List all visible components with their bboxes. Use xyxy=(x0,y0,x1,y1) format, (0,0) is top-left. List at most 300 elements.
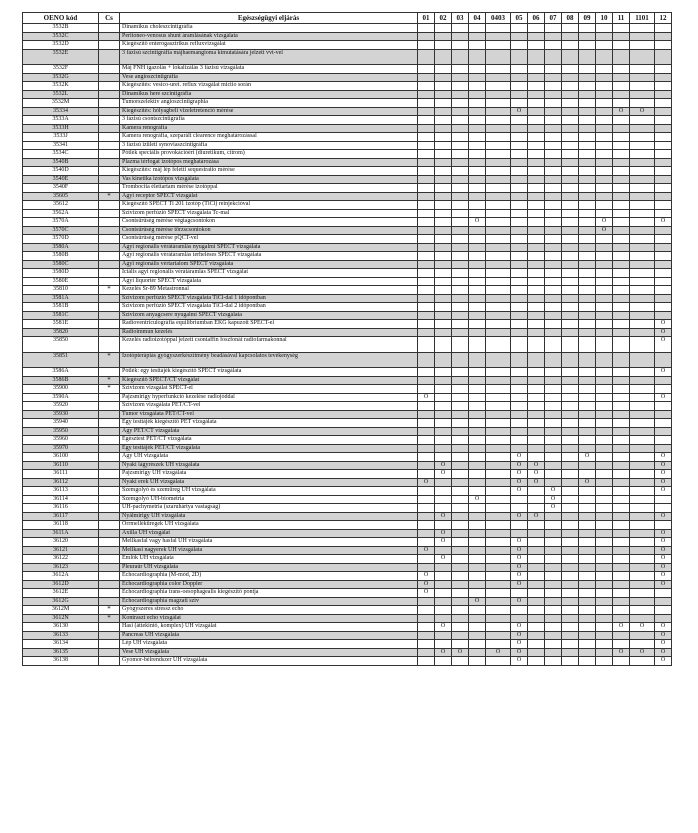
oeno-code-cell: 3590A xyxy=(23,393,99,402)
table-row xyxy=(23,124,672,133)
mark-cell xyxy=(613,352,630,368)
mark-cell xyxy=(435,218,452,227)
mark-cell xyxy=(655,419,672,428)
mark-cell xyxy=(469,49,486,65)
procedure-name-cell: Nyaki erek UH vizsgálata xyxy=(120,478,418,487)
mark-cell xyxy=(596,90,613,99)
mark-cell-circle: O xyxy=(511,546,528,555)
mark-cell xyxy=(579,623,596,632)
mark-cell-circle: O xyxy=(655,546,672,555)
mark-cell xyxy=(630,260,655,269)
mark-cell xyxy=(511,303,528,312)
oeno-code-cell: 35605 xyxy=(23,192,99,201)
mark-cell xyxy=(435,311,452,320)
mark-cell xyxy=(452,538,469,547)
mark-cell xyxy=(486,419,511,428)
cs-flag-cell xyxy=(99,563,120,572)
procedure-name-cell: Radioimmun kezelés xyxy=(120,328,418,337)
mark-cell xyxy=(435,436,452,445)
mark-cell xyxy=(528,529,545,538)
mark-cell xyxy=(528,286,545,295)
mark-cell xyxy=(613,580,630,589)
mark-cell xyxy=(613,209,630,218)
mark-cell xyxy=(452,49,469,65)
mark-cell xyxy=(486,49,511,65)
table-row xyxy=(23,82,672,91)
mark-cell xyxy=(469,269,486,278)
oeno-code-cell: 36135 xyxy=(23,648,99,657)
mark-cell xyxy=(613,99,630,108)
procedure-name-cell: Kiegészítés: máj lép feletti sequestratio mérése xyxy=(120,167,418,176)
mark-cell xyxy=(655,24,672,33)
mark-cell-circle: O xyxy=(435,538,452,547)
mark-cell xyxy=(630,478,655,487)
cs-flag-cell xyxy=(99,49,120,65)
mark-cell xyxy=(469,563,486,572)
mark-cell xyxy=(613,303,630,312)
mark-cell xyxy=(613,461,630,470)
mark-cell xyxy=(418,294,435,303)
mark-cell xyxy=(418,32,435,41)
oeno-code-cell: 3586B xyxy=(23,376,99,385)
mark-cell-circle: O xyxy=(435,461,452,470)
mark-cell xyxy=(435,141,452,150)
mark-cell xyxy=(630,419,655,428)
mark-cell xyxy=(435,243,452,252)
mark-cell xyxy=(596,580,613,589)
cs-flag-cell xyxy=(99,24,120,33)
mark-cell xyxy=(418,141,435,150)
oeno-code-cell: 3612M xyxy=(23,606,99,615)
mark-cell xyxy=(511,150,528,159)
mark-cell xyxy=(528,65,545,74)
mark-cell xyxy=(452,453,469,462)
mark-cell-circle: O xyxy=(655,631,672,640)
mark-cell xyxy=(511,49,528,65)
mark-cell xyxy=(486,133,511,142)
mark-cell xyxy=(613,589,630,598)
mark-cell xyxy=(435,49,452,65)
mark-cell xyxy=(655,82,672,91)
mark-cell xyxy=(630,580,655,589)
mark-cell xyxy=(630,606,655,615)
mark-cell xyxy=(596,352,613,368)
mark-cell xyxy=(596,32,613,41)
oeno-code-cell: 3532M xyxy=(23,99,99,108)
mark-cell xyxy=(613,65,630,74)
mark-cell xyxy=(630,24,655,33)
mark-cell xyxy=(562,201,579,210)
mark-cell xyxy=(655,192,672,201)
procedure-name-cell: Echocardiographia trans-oesophagealis kiegészítő pontja xyxy=(120,589,418,598)
mark-cell xyxy=(613,606,630,615)
mark-cell xyxy=(545,158,562,167)
mark-cell xyxy=(596,504,613,513)
mark-cell xyxy=(545,141,562,150)
mark-cell-circle: O xyxy=(486,648,511,657)
mark-cell xyxy=(418,218,435,227)
procedure-name-cell: Máj FNH igazolás + lokalizálás 3 fázisú vizsgálata xyxy=(120,65,418,74)
mark-cell xyxy=(613,419,630,428)
mark-cell xyxy=(613,512,630,521)
mark-cell xyxy=(486,311,511,320)
mark-cell xyxy=(545,49,562,65)
mark-cell xyxy=(528,368,545,377)
mark-cell xyxy=(579,107,596,116)
mark-cell xyxy=(579,546,596,555)
mark-cell xyxy=(613,393,630,402)
oeno-code-cell: 3570D xyxy=(23,235,99,244)
mark-cell xyxy=(562,235,579,244)
mark-cell xyxy=(545,116,562,125)
procedure-name-cell: Pótlék: egy testtájék kiegészítő SPECT vizsgálata xyxy=(120,368,418,377)
procedure-name-cell: Agy UH vizsgálata xyxy=(120,453,418,462)
mark-cell xyxy=(579,184,596,193)
mark-cell xyxy=(511,521,528,530)
mark-cell xyxy=(562,521,579,530)
cs-flag-cell: * xyxy=(99,192,120,201)
procedure-name-cell: Mellkasi nagyerek UH vizsgálata xyxy=(120,546,418,555)
mark-cell xyxy=(562,427,579,436)
mark-cell xyxy=(613,402,630,411)
mark-cell xyxy=(452,133,469,142)
mark-cell xyxy=(418,648,435,657)
mark-cell xyxy=(596,546,613,555)
mark-cell xyxy=(562,402,579,411)
mark-cell xyxy=(452,41,469,50)
mark-cell xyxy=(528,538,545,547)
oeno-code-cell: 36110 xyxy=(23,461,99,470)
mark-cell xyxy=(545,606,562,615)
mark-cell xyxy=(435,376,452,385)
mark-cell xyxy=(579,521,596,530)
mark-cell xyxy=(579,368,596,377)
mark-cell xyxy=(469,521,486,530)
mark-cell xyxy=(562,444,579,453)
mark-cell xyxy=(562,192,579,201)
procedure-name-cell: Agyi receptor SPECT vizsgálat xyxy=(120,192,418,201)
cs-flag-cell xyxy=(99,538,120,547)
mark-cell xyxy=(511,294,528,303)
mark-cell xyxy=(511,99,528,108)
mark-cell xyxy=(418,555,435,564)
table-row xyxy=(23,286,672,295)
mark-cell-circle: O xyxy=(655,320,672,329)
mark-cell xyxy=(469,337,486,353)
mark-cell xyxy=(579,648,596,657)
mark-cell-circle: O xyxy=(579,478,596,487)
mark-cell xyxy=(562,218,579,227)
mark-cell xyxy=(562,529,579,538)
mark-cell xyxy=(486,495,511,504)
table-row xyxy=(23,410,672,419)
table-row xyxy=(23,614,672,623)
mark-cell xyxy=(435,73,452,82)
mark-cell xyxy=(511,167,528,176)
mark-cell xyxy=(452,572,469,581)
mark-cell xyxy=(486,116,511,125)
table-row xyxy=(23,116,672,125)
oeno-code-cell: 3570A xyxy=(23,218,99,227)
cs-flag-cell xyxy=(99,158,120,167)
mark-cell xyxy=(452,444,469,453)
mark-cell xyxy=(511,337,528,353)
mark-cell xyxy=(511,141,528,150)
mark-cell xyxy=(528,209,545,218)
mark-cell xyxy=(579,597,596,606)
mark-cell xyxy=(469,368,486,377)
mark-cell xyxy=(579,657,596,666)
procedure-name-cell: Vese UH vizsgálata xyxy=(120,648,418,657)
cs-flag-cell xyxy=(99,402,120,411)
table-row xyxy=(23,311,672,320)
mark-cell xyxy=(452,427,469,436)
mark-cell xyxy=(418,73,435,82)
oeno-code-cell: 3612A xyxy=(23,572,99,581)
table-row xyxy=(23,580,672,589)
mark-cell xyxy=(486,82,511,91)
mark-cell xyxy=(511,252,528,261)
mark-cell xyxy=(418,410,435,419)
mark-cell xyxy=(613,555,630,564)
oeno-code-cell: 36116 xyxy=(23,504,99,513)
mark-cell xyxy=(655,158,672,167)
mark-cell xyxy=(579,99,596,108)
procedure-name-cell: Kezelés radioizotóppal jelzett csontaffin foszfonát radiofarmakonnal xyxy=(120,337,418,353)
mark-cell xyxy=(630,243,655,252)
mark-cell xyxy=(418,209,435,218)
mark-cell xyxy=(630,393,655,402)
mark-cell-circle: O xyxy=(511,648,528,657)
mark-cell xyxy=(435,419,452,428)
table-row xyxy=(23,201,672,210)
oeno-code-cell: 3540E xyxy=(23,175,99,184)
procedure-name-cell: Orrmelléküregek UH vizsgálata xyxy=(120,521,418,530)
column-header-05: 05 xyxy=(511,13,528,24)
mark-cell xyxy=(630,436,655,445)
mark-cell xyxy=(613,337,630,353)
mark-cell xyxy=(613,73,630,82)
oeno-code-cell: 3611A xyxy=(23,529,99,538)
mark-cell xyxy=(418,184,435,193)
table-row xyxy=(23,512,672,521)
mark-cell xyxy=(469,90,486,99)
mark-cell xyxy=(562,597,579,606)
mark-cell xyxy=(613,427,630,436)
mark-cell xyxy=(579,141,596,150)
mark-cell-circle: O xyxy=(655,453,672,462)
oeno-code-cell: 3532L xyxy=(23,90,99,99)
oeno-code-cell: 3562A xyxy=(23,209,99,218)
cs-flag-cell xyxy=(99,337,120,353)
cs-flag-cell xyxy=(99,419,120,428)
mark-cell xyxy=(469,648,486,657)
mark-cell xyxy=(545,311,562,320)
column-header-02: 02 xyxy=(435,13,452,24)
cs-flag-cell xyxy=(99,277,120,286)
cs-flag-cell xyxy=(99,623,120,632)
mark-cell xyxy=(579,563,596,572)
mark-cell xyxy=(418,226,435,235)
mark-cell xyxy=(452,260,469,269)
procedure-name-cell: Kiegészítés: hólyagbeli vizeletretenció mérése xyxy=(120,107,418,116)
mark-cell xyxy=(596,328,613,337)
mark-cell xyxy=(528,453,545,462)
oeno-code-cell: 3612N xyxy=(23,614,99,623)
mark-cell-circle: O xyxy=(469,495,486,504)
mark-cell xyxy=(452,201,469,210)
mark-cell xyxy=(655,504,672,513)
mark-cell xyxy=(596,436,613,445)
mark-cell xyxy=(545,99,562,108)
mark-cell xyxy=(528,141,545,150)
procedure-name-cell: Lép UH vizsgálata xyxy=(120,640,418,649)
mark-cell xyxy=(435,385,452,394)
oeno-code-cell: 36123 xyxy=(23,563,99,572)
table-row xyxy=(23,90,672,99)
mark-cell xyxy=(613,328,630,337)
mark-cell xyxy=(511,376,528,385)
mark-cell xyxy=(418,277,435,286)
mark-cell xyxy=(630,235,655,244)
mark-cell xyxy=(579,393,596,402)
procedure-name-cell: 3 fázisú izületi synoviaszcintigráfia xyxy=(120,141,418,150)
mark-cell xyxy=(469,436,486,445)
mark-cell xyxy=(418,368,435,377)
mark-cell xyxy=(469,623,486,632)
oeno-code-cell: 35850 xyxy=(23,337,99,353)
mark-cell xyxy=(452,419,469,428)
mark-cell xyxy=(469,303,486,312)
oeno-code-cell: 35970 xyxy=(23,444,99,453)
cs-flag-cell xyxy=(99,555,120,564)
mark-cell xyxy=(596,453,613,462)
mark-cell xyxy=(486,529,511,538)
cs-flag-cell xyxy=(99,32,120,41)
mark-cell xyxy=(511,277,528,286)
mark-cell xyxy=(655,49,672,65)
mark-cell xyxy=(418,614,435,623)
mark-cell xyxy=(469,419,486,428)
mark-cell xyxy=(469,385,486,394)
mark-cell xyxy=(545,376,562,385)
cs-flag-cell xyxy=(99,303,120,312)
mark-cell xyxy=(435,201,452,210)
mark-cell xyxy=(511,73,528,82)
mark-cell xyxy=(469,252,486,261)
mark-cell xyxy=(613,487,630,496)
mark-cell xyxy=(418,235,435,244)
mark-cell xyxy=(435,107,452,116)
mark-cell xyxy=(418,470,435,479)
mark-cell xyxy=(613,269,630,278)
mark-cell xyxy=(655,277,672,286)
mark-cell xyxy=(545,192,562,201)
mark-cell xyxy=(452,436,469,445)
cs-flag-cell xyxy=(99,640,120,649)
cs-flag-cell xyxy=(99,184,120,193)
mark-cell xyxy=(545,623,562,632)
oeno-code-cell: 3581E xyxy=(23,320,99,329)
mark-cell xyxy=(562,260,579,269)
mark-cell xyxy=(630,90,655,99)
mark-cell xyxy=(596,235,613,244)
mark-cell xyxy=(613,150,630,159)
oeno-code-cell: 36118 xyxy=(23,521,99,530)
mark-cell xyxy=(452,589,469,598)
mark-cell xyxy=(655,614,672,623)
mark-cell xyxy=(435,393,452,402)
mark-cell xyxy=(596,337,613,353)
mark-cell xyxy=(452,286,469,295)
mark-cell xyxy=(435,209,452,218)
mark-cell xyxy=(528,376,545,385)
mark-cell-circle: O xyxy=(655,368,672,377)
cs-flag-cell: * xyxy=(99,376,120,385)
mark-cell-circle: O xyxy=(469,597,486,606)
mark-cell xyxy=(545,90,562,99)
procedure-name-cell: Peritoneo-venosus shunt áramlásának vizsgálata xyxy=(120,32,418,41)
mark-cell-circle: O xyxy=(435,512,452,521)
mark-cell xyxy=(630,427,655,436)
cs-flag-cell xyxy=(99,294,120,303)
mark-cell xyxy=(435,597,452,606)
mark-cell xyxy=(596,320,613,329)
mark-cell xyxy=(630,337,655,353)
mark-cell xyxy=(630,192,655,201)
mark-cell xyxy=(418,337,435,353)
mark-cell xyxy=(528,614,545,623)
mark-cell-circle: O xyxy=(511,657,528,666)
mark-cell-circle: O xyxy=(511,487,528,496)
mark-cell xyxy=(579,243,596,252)
procedure-name-cell: Agyi regionális vértartalom SPECT vizsgálata xyxy=(120,260,418,269)
mark-cell xyxy=(613,82,630,91)
mark-cell xyxy=(528,73,545,82)
table-row xyxy=(23,461,672,470)
mark-cell xyxy=(469,294,486,303)
mark-cell xyxy=(562,555,579,564)
mark-cell xyxy=(486,385,511,394)
table-row xyxy=(23,260,672,269)
oeno-code-cell: 3532D xyxy=(23,41,99,50)
mark-cell xyxy=(418,65,435,74)
mark-cell-circle: O xyxy=(655,328,672,337)
mark-cell xyxy=(469,116,486,125)
mark-cell xyxy=(435,453,452,462)
mark-cell xyxy=(596,260,613,269)
mark-cell xyxy=(630,328,655,337)
mark-cell-circle: O xyxy=(511,478,528,487)
procedure-name-cell: 3 fázisú csontszcintigráfia xyxy=(120,116,418,125)
mark-cell xyxy=(655,311,672,320)
cs-flag-cell: * xyxy=(99,352,120,368)
mark-cell xyxy=(511,614,528,623)
mark-cell xyxy=(579,529,596,538)
mark-cell xyxy=(486,320,511,329)
mark-cell xyxy=(579,201,596,210)
mark-cell xyxy=(469,606,486,615)
mark-cell xyxy=(596,597,613,606)
oeno-code-cell: 36100 xyxy=(23,453,99,462)
procedure-name-cell: Vas kinetika izotópos vizsgálata xyxy=(120,175,418,184)
mark-cell xyxy=(435,521,452,530)
mark-cell xyxy=(613,175,630,184)
mark-cell xyxy=(452,606,469,615)
mark-cell xyxy=(435,495,452,504)
mark-cell xyxy=(579,352,596,368)
mark-cell xyxy=(562,614,579,623)
